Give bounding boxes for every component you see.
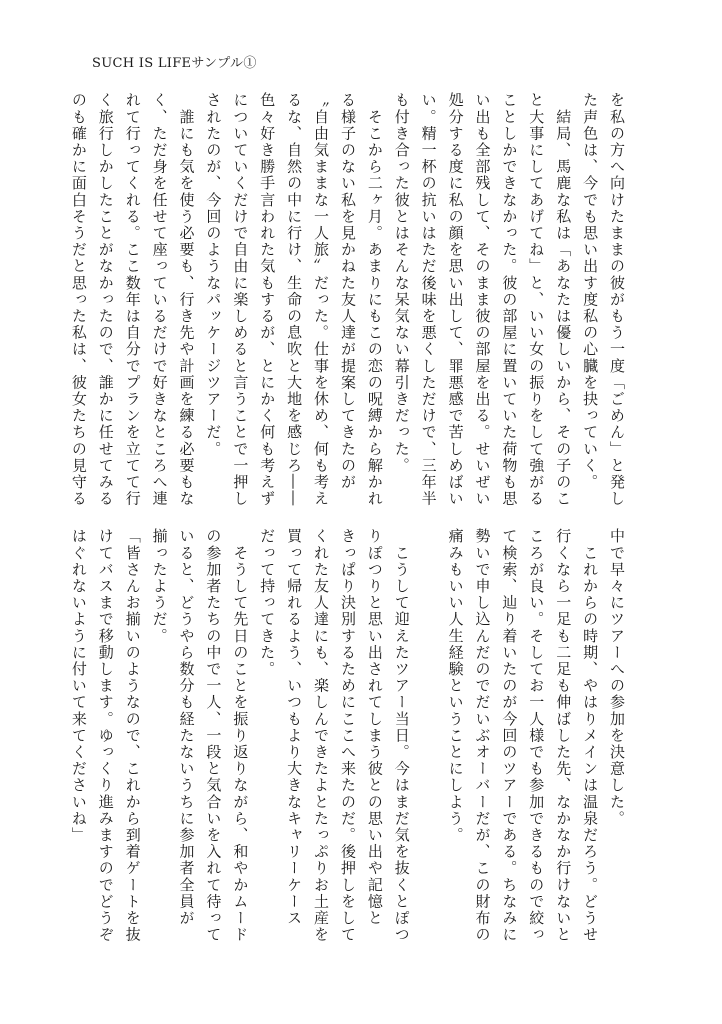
text-line: そこから二ヶ月。あまりにもこの恋の呪縛から解かれ	[365, 92, 384, 507]
text-line: きっぱり決別するためにここへ来たのだ。後押しをして	[338, 528, 357, 943]
bottom-text-block	[69, 528, 630, 943]
text-line: そうして先日のことを振り返りながら、和やかムード	[231, 528, 250, 943]
text-line: 行くなら一足も二足も伸ばした先、なかなか行けないと	[554, 528, 573, 943]
text-line: と大事にしてあげてね」と、いい女の振りをして強がる	[527, 92, 546, 507]
text-line: て検索、辿り着いたのが今回のツアーである。ちなみに	[500, 528, 519, 943]
text-line: 色々好き勝手言われた気もするが、とにかく何も考えず	[258, 92, 277, 507]
page-header-title: SUCH IS LIFEサンプル①	[92, 56, 257, 71]
text-line: はぐれないように付いて来てくださいね」	[69, 528, 88, 844]
text-line: 痛みもいい人生経験ということにしよう。	[446, 528, 465, 844]
text-line: も付き合った彼とはそんな呆気ない幕引きだった。	[392, 92, 411, 474]
text-line: 勢いで申し込んだのでだいぶオーバーだが、この財布の	[473, 528, 492, 943]
text-line: ことしかできなかった。彼の部屋に置いていた荷物も思	[500, 92, 519, 507]
text-line: 処分する度に私の顔を思い出して、罪悪感で苦しめばい	[446, 92, 465, 507]
text-line: けてバスまで移動します。ゆっくり進みますのでどうぞ	[96, 528, 115, 943]
text-line: る様子のない私を見かねた友人達が提案してきたのが	[338, 92, 357, 491]
text-line: についていくだけで自由に楽しめると言うことで一押し	[231, 92, 250, 507]
text-line: これからの時期、やはりメインは温泉だろう。どうせ	[581, 528, 600, 943]
text-line: れて行ってくれる。ここ数年は自分でプランを立てて行	[123, 92, 142, 507]
text-line: くれた友人達にも、楽しんできたよとたっぷりお土産を	[312, 528, 331, 943]
text-line: た声色は、今でも思い出す度私の心臓を抉っていく。	[581, 92, 600, 491]
text-line: のも確かに面白そうだと思った私は、彼女たちの見守る	[69, 92, 88, 507]
text-line: 揃ったようだ。	[150, 528, 169, 645]
text-line: を私の方へ向けたままの彼がもう一度「ごめん」と発し	[608, 92, 626, 507]
text-line: 結局、馬鹿な私は「あなたは優しいから、その子のこ	[554, 92, 573, 507]
text-line: の参加者たちの中で一人、一段と気合いを入れて待って	[204, 528, 223, 943]
text-line: く旅行しかしたことがなかったので、誰かに任せてみる	[96, 92, 115, 507]
text-line: るな、自然の中に行け、生命の息吹と大地を感じろ――	[285, 92, 304, 507]
text-line: 誰にも気を使う必要も、行き先や計画を練る必要もな	[177, 92, 196, 507]
text-line: い出も全部残して、そのまま彼の部屋を出る。せいぜい	[473, 92, 492, 507]
text-line: 買って帰れるよう、いつもより大きなキャリーケース	[285, 528, 304, 927]
text-line: だって持ってきた。	[258, 528, 277, 678]
text-line: りぽつりと思い出されてしまう彼との思い出や記憶と	[365, 528, 384, 927]
text-line: 「皆さんお揃いのようなので、これから到着ゲートを抜	[123, 528, 142, 943]
blank-line	[415, 528, 442, 940]
text-line: い。精一杯の抗いはただ後味を悪くしただけで、三年半	[419, 92, 438, 507]
text-line: く、ただ身を任せて座っているだけで好きなところへ連	[150, 92, 169, 507]
text-line: 〝自由気ままな一人旅〟だった。仕事を休め、何も考え	[312, 92, 331, 507]
text-line: 中で早々にツアーへの参加を決意した。	[608, 528, 626, 827]
text-line: されたのが、今回のようなパッケージツアーだ。	[204, 92, 223, 458]
top-text-block	[69, 92, 630, 507]
text-line: ころが良い。そしてお一人様でも参加できるもので絞っ	[527, 528, 546, 943]
text-line: いると、どうやら数分も経たないうちに参加者全員が	[177, 528, 196, 927]
text-line: こうして迎えたツアー当日。今はまだ気を抜くとぽつ	[392, 528, 411, 943]
